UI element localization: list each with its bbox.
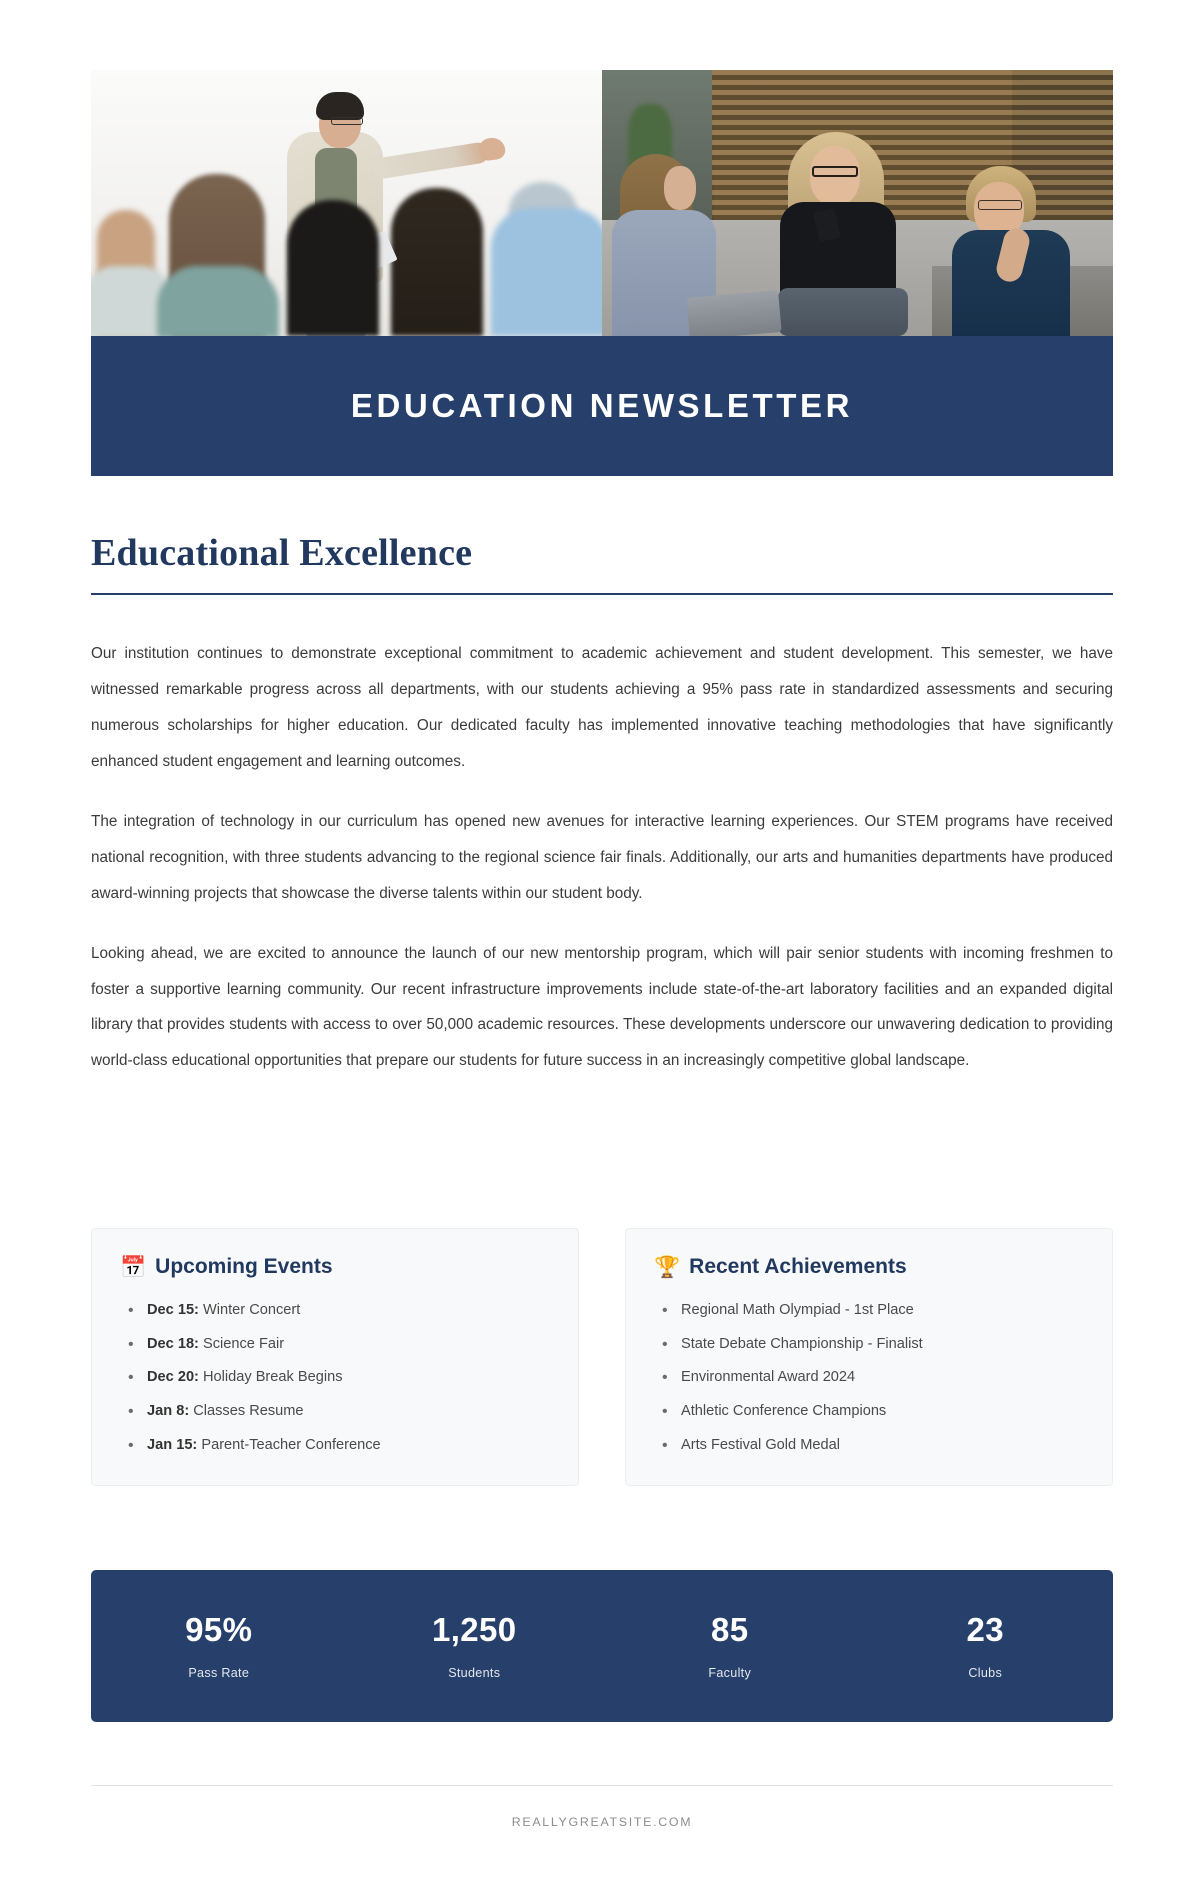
footer-website: REALLYGREATSITE.COM <box>511 1815 693 1829</box>
stat-label: Pass Rate <box>188 1665 250 1680</box>
list-item <box>120 1301 550 1321</box>
event-name: Science Fair <box>198 1335 285 1352</box>
stat-label: Faculty <box>708 1665 752 1680</box>
achievements-list <box>654 1301 1084 1455</box>
event-date: Jan 15: <box>147 1436 198 1453</box>
article-paragraph: The integration of technology in our curriculum has opened new avenues for interactive learning experiences. Our STEM programs have received national recognition, with three students advancing to the regional science fair finals. Additionally, our arts and humanities departments have produced award-winning projects that showcase the diverse talents within our student body. <box>91 812 1113 902</box>
footer-divider <box>91 1785 1113 1786</box>
article-paragraph: Looking ahead, we are excited to announce the launch of our new mentorship program, which will pair senior students with incoming freshmen to foster a supportive learning community. Our recent infrastructure improvements include state-of-the-art laboratory facilities and an expanded digital library that provides students with access to over 50,000 academic resources. These developments underscore our unwavering dedication to providing world-class educational opportunities that prepare our students for future success in an increasingly competitive global landscape. <box>91 944 1113 1070</box>
stat-value: 23 <box>966 1611 1004 1649</box>
event-date: Jan 8: <box>147 1403 190 1420</box>
event-name: Winter Concert <box>198 1302 301 1318</box>
event-name: Parent-Teacher Conference <box>197 1436 381 1453</box>
card-title: Upcoming Events <box>155 1255 333 1278</box>
events-list <box>120 1301 550 1455</box>
event-name: Classes Resume <box>189 1403 304 1420</box>
card-header <box>120 1255 550 1279</box>
hero-image-strip <box>91 70 1113 336</box>
list-item <box>120 1402 550 1422</box>
page-title: Educational Excellence <box>91 532 473 574</box>
event-date: Dec 20: <box>147 1369 199 1386</box>
list-item: • Regional Math Olympiad - 1st Place <box>654 1301 1084 1321</box>
stat-value: 95% <box>185 1611 253 1649</box>
list-item: • Arts Festival Gold Medal <box>654 1436 1084 1456</box>
list-item: • Athletic Conference Champions <box>654 1402 1084 1422</box>
event-date: Dec 15: <box>147 1302 199 1318</box>
hero-photo-classroom <box>91 70 602 336</box>
stat-students <box>347 1612 603 1679</box>
stat-faculty <box>602 1612 858 1679</box>
calendar-icon: 📅 <box>120 1255 147 1279</box>
list-item <box>120 1335 550 1355</box>
stat-value: 1,250 <box>431 1611 517 1649</box>
newsletter-title: EDUCATION NEWSLETTER <box>350 387 854 424</box>
recent-achievements-card <box>625 1228 1113 1486</box>
article-paragraph: Our institution continues to demonstrate exceptional commitment to academic achievement and student development. This semester, we have witnessed remarkable progress across all departments, with our students achieving a 95% pass rate in standardized assessments and securing numerous scholarships for higher education. Our dedicated faculty has implemented innovative teaching methodologies that have significantly enhanced student engagement and learning outcomes. <box>91 645 1113 770</box>
event-date: Dec 18: <box>147 1335 199 1352</box>
stat-pass-rate <box>91 1612 347 1679</box>
statistics-bar <box>91 1570 1113 1722</box>
list-item <box>120 1368 550 1388</box>
stat-label: Students <box>448 1665 501 1680</box>
list-item <box>120 1436 550 1456</box>
article-body <box>91 636 1113 1079</box>
stat-value: 85 <box>710 1611 749 1649</box>
event-name: Holiday Break Begins <box>198 1369 343 1386</box>
card-header <box>654 1255 1084 1279</box>
newsletter-title-banner <box>91 336 1113 476</box>
trophy-icon: 🏆 <box>654 1255 681 1279</box>
heading-divider <box>91 593 1113 595</box>
section-heading-block <box>91 533 1113 595</box>
hero-photo-students <box>602 70 1113 336</box>
stat-label: Clubs <box>968 1665 1003 1680</box>
card-title: Recent Achievements <box>689 1255 907 1278</box>
list-item: • Environmental Award 2024 <box>654 1368 1084 1388</box>
upcoming-events-card <box>91 1228 579 1486</box>
info-cards-row <box>91 1228 1113 1486</box>
list-item: • State Debate Championship - Finalist <box>654 1335 1084 1355</box>
stat-clubs <box>858 1612 1114 1679</box>
